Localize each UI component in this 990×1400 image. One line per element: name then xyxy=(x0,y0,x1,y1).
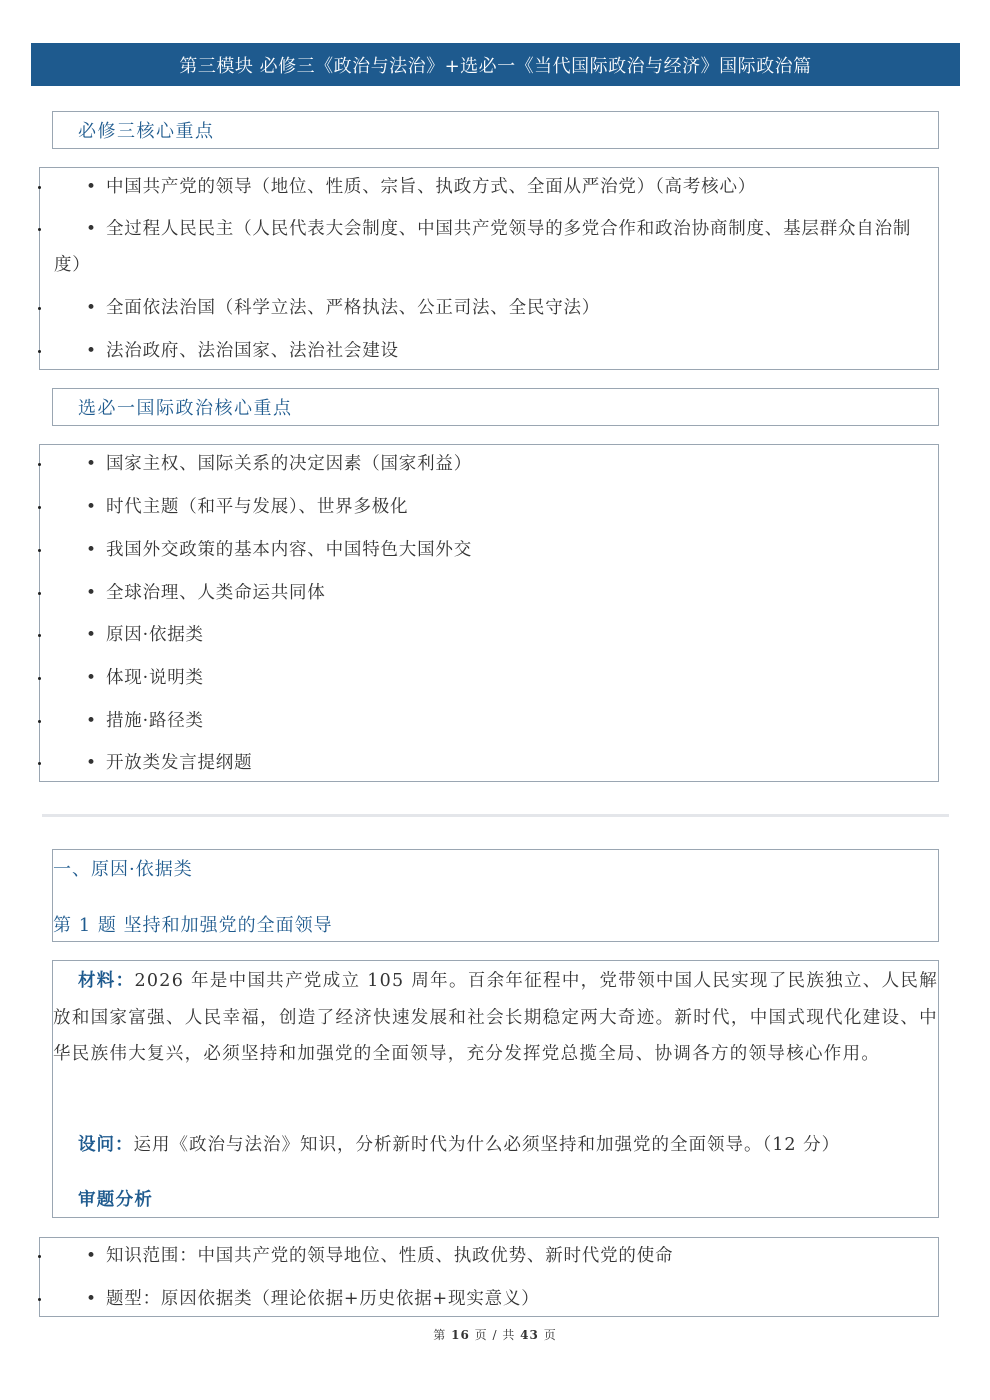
list-item: • 时代主题（和平与发展）、世界多极化 xyxy=(40,489,938,525)
bullet-icon: • xyxy=(86,497,97,517)
total-pages: 43 xyxy=(520,1328,539,1342)
list-item: • 法治政府、法治国家、法治社会建设 xyxy=(40,333,938,369)
list-item: • 原因·依据类 xyxy=(40,617,938,653)
material-label: 材料： xyxy=(78,971,135,991)
bullet-icon: • xyxy=(86,711,97,731)
module-banner xyxy=(31,43,960,86)
list-item: • 中国共产党的领导（地位、性质、宗旨、执政方式、全面从严治党）（高考核心） xyxy=(40,169,938,205)
bullet-icon: • xyxy=(86,341,97,361)
bullet-icon: • xyxy=(86,540,97,560)
analysis-heading xyxy=(53,1182,938,1219)
bullet-icon: • xyxy=(86,625,97,645)
bullet-icon: • xyxy=(86,668,97,688)
page-footer: 第 16 页 / 共 43 页 xyxy=(433,1328,557,1342)
list-item: • 题型：原因依据类（理论依据+历史依据+现实意义） xyxy=(40,1281,938,1317)
bullet-icon: • xyxy=(86,219,97,239)
question-paragraph xyxy=(53,1127,938,1164)
list-item: • 我国外交政策的基本内容、中国特色大国外交 xyxy=(40,532,938,568)
bullet-icon: • xyxy=(86,1289,97,1309)
bullet-icon: • xyxy=(86,583,97,603)
list-item: • 全球治理、人类命运共同体 xyxy=(40,575,938,611)
bullet-icon: • xyxy=(86,454,97,474)
list-item: • 全面依法治国（科学立法、严格执法、公正司法、全民守法） xyxy=(40,290,938,326)
compulsory-list xyxy=(39,167,939,370)
list-item: • 措施·路径类 xyxy=(40,703,938,739)
analysis-list xyxy=(39,1237,939,1317)
list-item: • 体现·说明类 xyxy=(40,660,938,696)
material-paragraph xyxy=(53,963,938,1073)
part-heading-box xyxy=(52,849,939,942)
question-title: 第 1 题 坚持和加强党的全面领导 xyxy=(53,915,333,936)
section-divider xyxy=(42,814,949,817)
elective-section-title-text: 选必一国际政治核心重点 xyxy=(78,398,293,419)
material-text: 2026 年是中国共产党成立 105 周年。百余年征程中，党带领中国人民实现了民族独立、人民解放和国家富强、人民幸福，创造了经济快速发展和社会长期稳定两大奇迹。新时代，中国式现代化建设、中华民族伟大复兴，必须坚持和加强党的全面领导，充分发挥党总揽全局、协调各方的领导核心作用。 xyxy=(53,971,938,1064)
bullet-icon: • xyxy=(86,1246,97,1266)
question-text: 运用《政治与法治》知识，分析新时代为什么必须坚持和加强党的全面领导。（12 分） xyxy=(133,1135,841,1155)
module-title: 第三模块 必修三《政治与法治》+选必一《当代国际政治与经济》国际政治篇 xyxy=(179,55,812,77)
list-item: • 国家主权、国际关系的决定因素（国家利益） xyxy=(40,446,938,482)
material-box xyxy=(52,960,939,1218)
question-label: 设问： xyxy=(78,1135,134,1155)
part-heading: 一、原因·依据类 xyxy=(53,859,193,880)
compulsory-section-title xyxy=(52,111,939,149)
bullet-icon: • xyxy=(86,177,97,197)
compulsory-section-title-text: 必修三核心重点 xyxy=(78,121,215,142)
analysis-label: 审题分析 xyxy=(78,1190,154,1210)
elective-section-title xyxy=(52,388,939,426)
bullet-icon: • xyxy=(86,298,97,318)
elective-list xyxy=(39,444,939,782)
list-item: • 开放类发言提纲题 xyxy=(40,745,938,781)
list-item: • 知识范围：中国共产党的领导地位、性质、执政优势、新时代党的使命 xyxy=(40,1238,938,1274)
bullet-icon: • xyxy=(86,753,97,773)
current-page: 16 xyxy=(451,1328,470,1342)
list-item: • 全过程人民民主（人民代表大会制度、中国共产党领导的多党合作和政治协商制度、基层群众自治制度） xyxy=(40,211,938,283)
